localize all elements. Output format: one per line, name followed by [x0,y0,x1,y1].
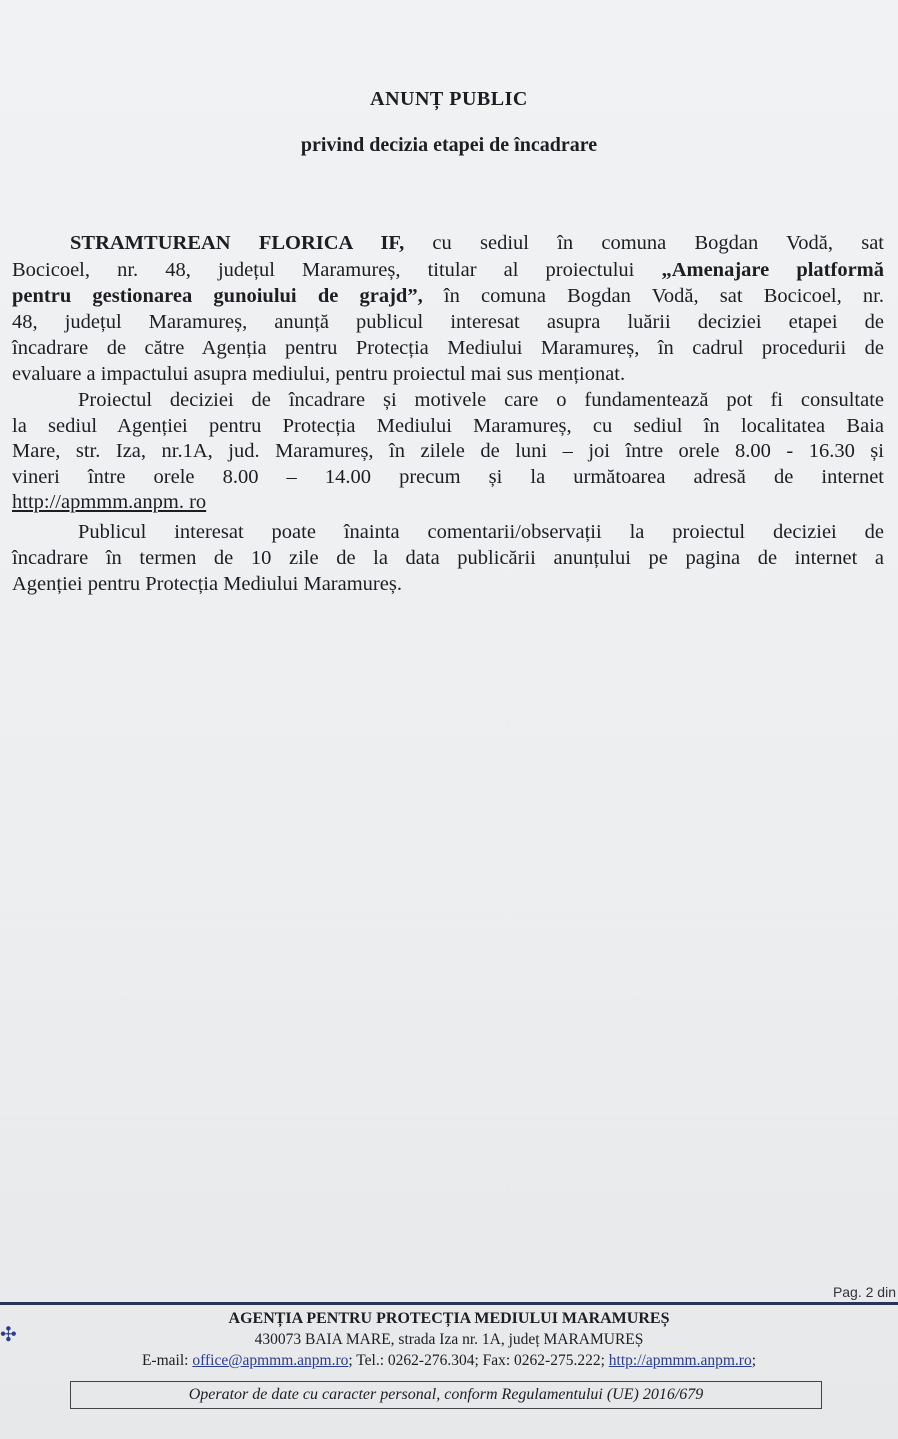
text: cu sediul în comuna Bogdan Vodă, sat [404,232,884,254]
footer-address: 430073 BAIA MARE, strada Iza nr. 1A, județ MARAMUREȘ [254,1331,644,1348]
project-name: pentru gestionarea gunoiului de grajd”, [12,285,423,307]
footer-contact [0,1352,898,1370]
footer-agency: AGENȚIA PENTRU PROTECȚIA MEDIULUI MARAMUREȘ [228,1310,670,1327]
text: în comuna Bogdan Vodă, sat Bocicoel, nr. [422,285,884,307]
website-link-footer[interactable]: http://apmmm.anpm.ro [608,1352,752,1369]
email-label: E-mail: [141,1352,193,1369]
text-line: evaluare a impactului asupra mediului, pentru proiectul mai sus menționat. [12,363,626,385]
agency-logo-icon: ✣ [0,1324,17,1346]
page-title: ANUNȚ PUBLIC [370,88,528,110]
text-line: Publicul interesat poate înainta comentarii/observații la proiectul deciziei de [78,521,884,543]
footer-divider [0,1302,898,1305]
company-name: STRAMTUREAN FLORICA IF, [70,232,405,254]
text-line: încadrare în termen de 10 zile de la data publicării anunțului pe pagina de internet a [12,547,884,569]
website-link[interactable]: http://apmmm.anpm. ro [12,491,207,513]
text-line: 48, județul Maramureș, anunță publicul interesat asupra luării deciziei etapei de [12,311,884,333]
text-line: vineri între orele 8.00 – 14.00 precum și la următoarea adresă de internet [12,466,884,488]
text-line: la sediul Agenției pentru Protecția Mediului Maramureș, cu sediul în localitatea Baia [12,415,884,437]
gdpr-notice: Operator de date cu caracter personal, conform Regulamentului (UE) 2016/679 [70,1381,822,1409]
text-line: Mare, str. Iza, nr.1A, jud. Maramureș, în zilele de luni – joi între orele 8.00 - 16.30 și [12,440,884,462]
project-name: „Amenajare platformă [661,259,884,281]
text-line [70,230,884,256]
page-number: Pag. 2 din [832,1284,896,1300]
email-link[interactable]: office@apmmm.anpm.ro [192,1352,349,1369]
text: ; [751,1352,757,1369]
text: Bocicoel, nr. 48, județul Maramureș, titular al proiectului [12,259,662,281]
text-line: încadrare de către Agenția pentru Protecția Mediului Maramureș, în cadrul procedurii de [12,337,884,359]
phone-fax: ; Tel.: 0262-276.304; Fax: 0262-275.222; [348,1352,609,1369]
text-line: Agenției pentru Protecția Mediului Maramureș. [12,573,402,595]
text-line [12,283,884,309]
page-subtitle: privind decizia etapei de încadrare [300,134,598,156]
text-line: Proiectul deciziei de încadrare și motivele care o fundamentează pot fi consultate [78,389,884,411]
text-line [12,257,884,283]
